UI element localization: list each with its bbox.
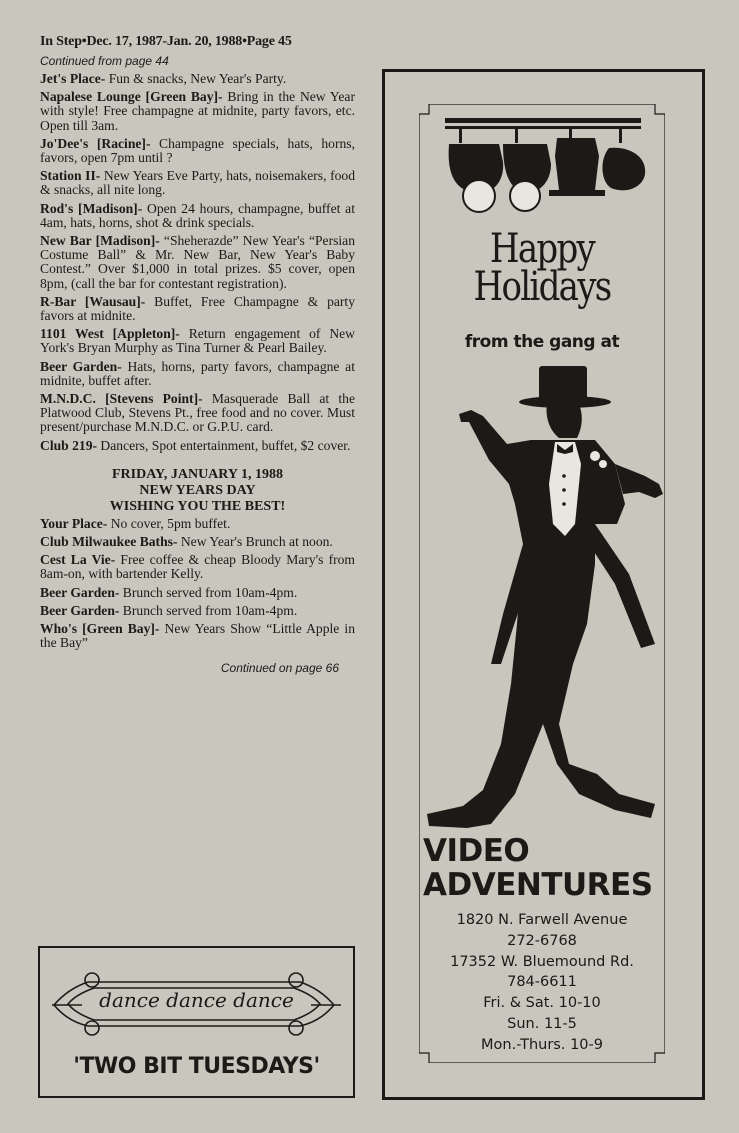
venue-name: New Bar [Madison]- <box>40 233 160 249</box>
venue-details: Champagne specials, hats, horns, favors, open 7pm until ? <box>40 135 355 166</box>
listing-entry <box>40 202 355 230</box>
listing-entry <box>40 234 355 291</box>
venue-name: Who's [Green Bay]- <box>40 621 160 637</box>
store-address-2: 17352 W. Bluemound Rd. <box>450 953 634 970</box>
listing-entry <box>40 604 355 618</box>
venue-name: Jo'Dee's [Racine]- <box>40 135 151 151</box>
venue-name: R-Bar [Wausau]- <box>40 293 146 309</box>
venue-details: New Years Eve Party, hats, noisemakers, food & snacks, all nite long. <box>40 168 355 198</box>
day-heading-holiday: NEW YEARS DAY <box>139 482 256 498</box>
store-hours-sun: Sun. 11-5 <box>507 1015 577 1032</box>
page-header: In Step•Dec. 17, 1987-Jan. 20, 1988•Page 45 <box>40 34 292 49</box>
listing-entry <box>40 553 355 581</box>
store-hours-mon-thurs: Mon.-Thurs. 10-9 <box>481 1036 603 1053</box>
venue-name: Beer Garden- <box>40 602 120 618</box>
store-phone-2: 784-6611 <box>507 974 577 991</box>
venue-details: Open 24 hours, champagne, buffet at 4am, hats, horns, shot & drink specials. <box>40 200 355 230</box>
listing-entry <box>40 90 355 133</box>
venue-name: 1101 West [Appleton]- <box>40 326 180 342</box>
venue-name: Jet's Place- <box>40 71 106 86</box>
day-heading-date: FRIDAY, JANUARY 1, 1988 <box>111 466 284 482</box>
top-hat-dancer-icon <box>427 366 663 828</box>
listing-entry <box>40 535 355 549</box>
listing-entry <box>40 327 355 355</box>
listing-group-new-years-day <box>40 517 355 651</box>
hat-rack-icon <box>445 118 645 212</box>
listing-entry <box>40 360 355 388</box>
venue-details: Return engagement of New York's Bryan Murphy as Tina Turner & Pearl Bailey. <box>40 326 355 356</box>
video-adventures-logo <box>423 834 673 902</box>
venue-details: Hats, horns, party favors, champagne at midnite, buffet after. <box>40 358 355 388</box>
continued-from: Continued from page 44 <box>40 54 169 68</box>
happy-word: Happy <box>489 226 595 272</box>
venue-details: Free coffee & cheap Bloody Mary's from 8am-on, with bartender Kelly. <box>40 552 356 582</box>
venue-details: “Sheherazde” New Year's “Persian Costume Ball” & Mr. New Bar, New Year's Baby Contest.” Over $1,000 in total prizes. $5 cover, open 8pm, (call the bar for contestant registration). <box>40 233 356 291</box>
continued-on: Continued on page 66 <box>220 660 339 675</box>
listing-entry <box>40 586 355 600</box>
listing-entry <box>40 295 355 323</box>
venue-details: New Years Show “Little Apple in the Bay” <box>40 621 355 651</box>
venue-name: Beer Garden- <box>40 358 122 374</box>
venue-name: Your Place- <box>40 515 108 531</box>
video-adventures-ad <box>419 104 665 1063</box>
day-heading-wish: WISHING YOU THE BEST! <box>109 498 286 514</box>
venue-details: Buffet, Free Champagne & party favors at midnite. <box>40 293 355 324</box>
venue-details: Bring in the New Year with style! Free champagne at midnite, party favors, etc. Open till 3am. <box>40 89 355 133</box>
listing-entry <box>40 622 355 650</box>
listing-entry <box>40 72 355 86</box>
logo-line-adventures: ADVENTURES <box>423 867 653 903</box>
holidays-word: Holidays <box>473 264 611 310</box>
venue-name: Rod's [Madison]- <box>40 200 143 216</box>
store-address-1: 1820 N. Farwell Avenue <box>456 912 628 928</box>
venue-details: No cover, 5pm buffet. <box>107 515 231 531</box>
venue-details: Masquerade Ball at the Platwood Club, Stevens Pt., free food and no cover. Must present/purchase M.N.D.C. or G.P.U. card. <box>40 391 355 435</box>
listings-column <box>40 34 355 675</box>
venue-name: Station II- <box>40 168 101 184</box>
store-hours-fri-sat: Fri. & Sat. 10-10 <box>483 995 601 1012</box>
two-bit-tuesdays-slogan: 'TWO BIT TUESDAYS' <box>73 1054 320 1079</box>
listing-entry <box>40 439 355 453</box>
listing-entry <box>40 517 355 531</box>
store-phone-1: 272-6768 <box>507 932 577 949</box>
listing-entry <box>40 169 355 197</box>
venue-name: Club Milwaukee Baths- <box>40 534 178 550</box>
venue-name: Cest La Vie- <box>40 552 116 568</box>
venue-name: Napalese Lounge [Green Bay]- <box>40 89 223 105</box>
dance-script-text: dance dance dance <box>99 988 294 1012</box>
venue-details: Dancers, Spot entertainment, buffet, $2 cover. <box>97 437 351 453</box>
listing-group-new-years-eve <box>40 72 355 453</box>
listing-entry <box>40 392 355 435</box>
two-bit-tuesdays-ad <box>38 946 355 1098</box>
venue-name: Club 219- <box>40 437 98 453</box>
venue-name: Beer Garden- <box>40 584 120 600</box>
day-heading <box>40 467 355 515</box>
from-the-gang-text: from the gang at <box>464 332 620 352</box>
venue-details: Brunch served from 10am-4pm. <box>119 584 298 600</box>
venue-details: Fun & snacks, New Year's Party. <box>105 71 287 86</box>
venue-details: New Year's Brunch at noon. <box>177 534 333 550</box>
happy-holidays-title <box>437 226 646 310</box>
logo-line-video: VIDEO <box>423 833 530 869</box>
store-info <box>419 910 665 1056</box>
listing-entry <box>40 137 355 165</box>
venue-details: Brunch served from 10am-4pm. <box>119 602 298 618</box>
venue-name: M.N.D.C. [Stevens Point]- <box>40 391 203 407</box>
